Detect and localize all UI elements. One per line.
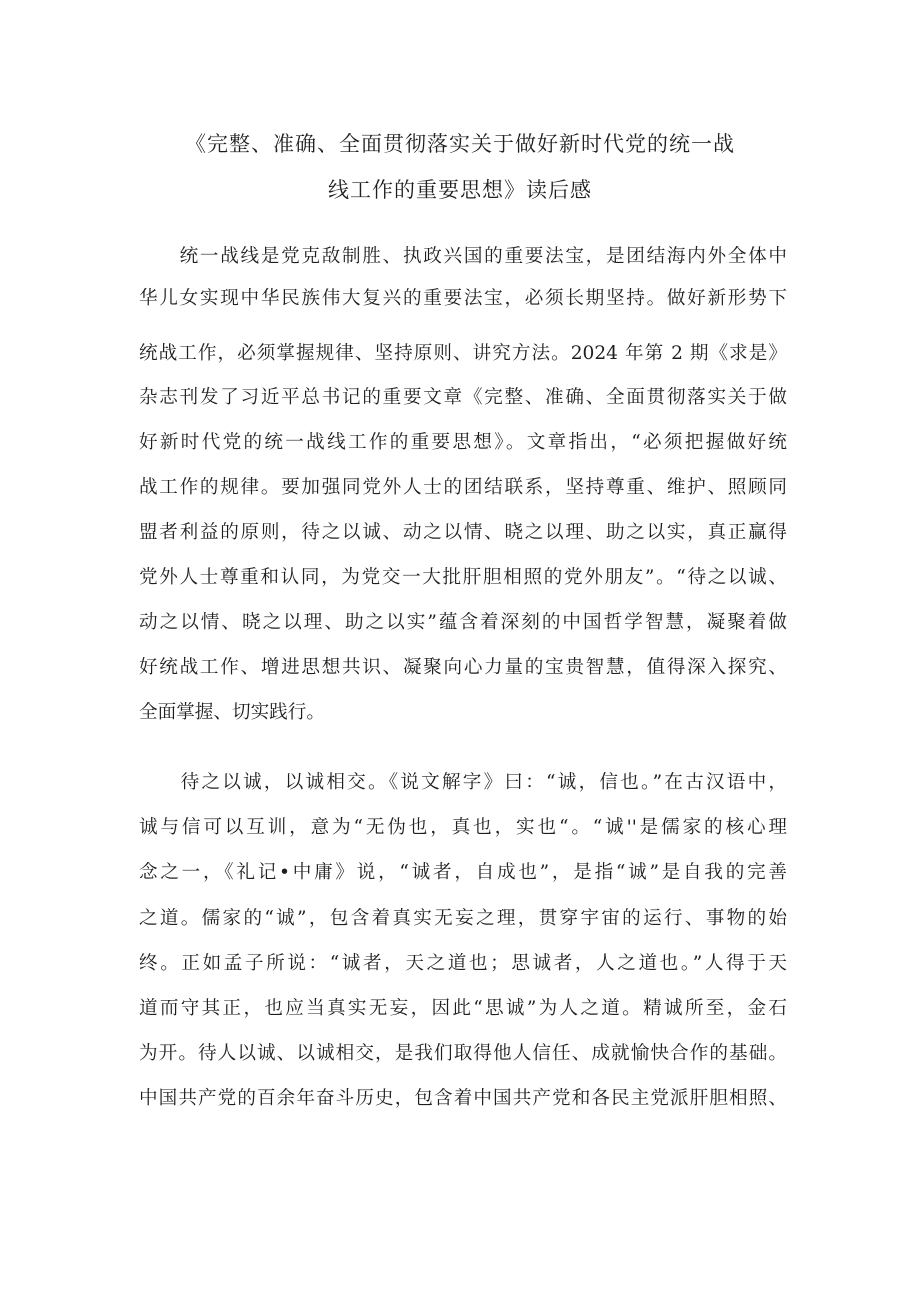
paragraph-line: 好新时代党的统一战线工作的重要思想》。文章指出，“必须把握做好统 bbox=[139, 432, 787, 453]
paragraph-line: 之道。儒家的“诚”，包含着真实无妄之理，贯穿宇宙的运行、事物的始 bbox=[139, 908, 787, 929]
paragraph-line: 盟者利益的原则，待之以诚、动之以情、晓之以理、助之以实，真正赢得 bbox=[139, 522, 787, 543]
paragraph-line: 终。正如孟子所说：“诚者，天之道也；思诚者，人之道也。”人得于天 bbox=[139, 953, 787, 974]
paragraph-line: 动之以情、晓之以理、助之以实”蕴含着深刻的中国哲学智慧，凝聚着做 bbox=[139, 612, 787, 633]
document-title-line-1: 《完整、准确、全面贯彻落实关于做好新时代党的统一战 bbox=[185, 132, 735, 156]
paragraph-line: 诚与信可以互训，意为“无伪也，真也，实也“。“诚''是儒家的核心理 bbox=[139, 817, 787, 838]
paragraph-line: 好统战工作、增进思想共识、凝聚向心力量的宝贵智慧，值得深入探究、 bbox=[139, 657, 787, 678]
paragraph-line: 杂志刊发了习近平总书记的重要文章《完整、准确、全面贯彻落实关于做 bbox=[139, 387, 787, 408]
paragraph-line: 全面掌握、切实践行。 bbox=[139, 702, 325, 723]
document-title-line-2: 线工作的重要思想》读后感 bbox=[328, 178, 592, 202]
paragraph-line: 待之以诚，以诚相交。《说文解字》曰：“诚，信也。”在古汉语中， bbox=[139, 772, 787, 793]
paragraph-line: 统一战线是党克敌制胜、执政兴国的重要法宝，是团结海内外全体中 bbox=[139, 246, 787, 267]
paragraph-line: 华儿女实现中华民族伟大复兴的重要法宝，必须长期坚持。做好新形势下 bbox=[139, 288, 787, 309]
paragraph-line: 战工作的规律。要加强同党外人士的团结联系，坚持尊重、维护、照顾同 bbox=[139, 477, 787, 498]
paragraph-line: 党外人士尊重和认同，为党交一大批肝胆相照的党外朋友”。“待之以诚、 bbox=[139, 567, 787, 588]
paragraph-line: 道而守其正，也应当真实无妄，因此“思诚”为人之道。精诚所至，金石 bbox=[139, 998, 787, 1019]
paragraph-line: 中国共产党的百余年奋斗历史，包含着中国共产党和各民主党派肝胆相照、 bbox=[139, 1088, 787, 1109]
paragraph-line: 念之一，《礼记•中庸》说，“诚者，自成也”，是指“诚”是自我的完善 bbox=[139, 862, 787, 883]
paragraph-line: 为开。待人以诚、以诚相交，是我们取得他人信任、成就愉快合作的基础。 bbox=[139, 1043, 787, 1064]
paragraph-line: 统战工作，必须掌握规律、坚持原则、讲究方法。2024 年第 2 期《求是》 bbox=[139, 343, 787, 364]
